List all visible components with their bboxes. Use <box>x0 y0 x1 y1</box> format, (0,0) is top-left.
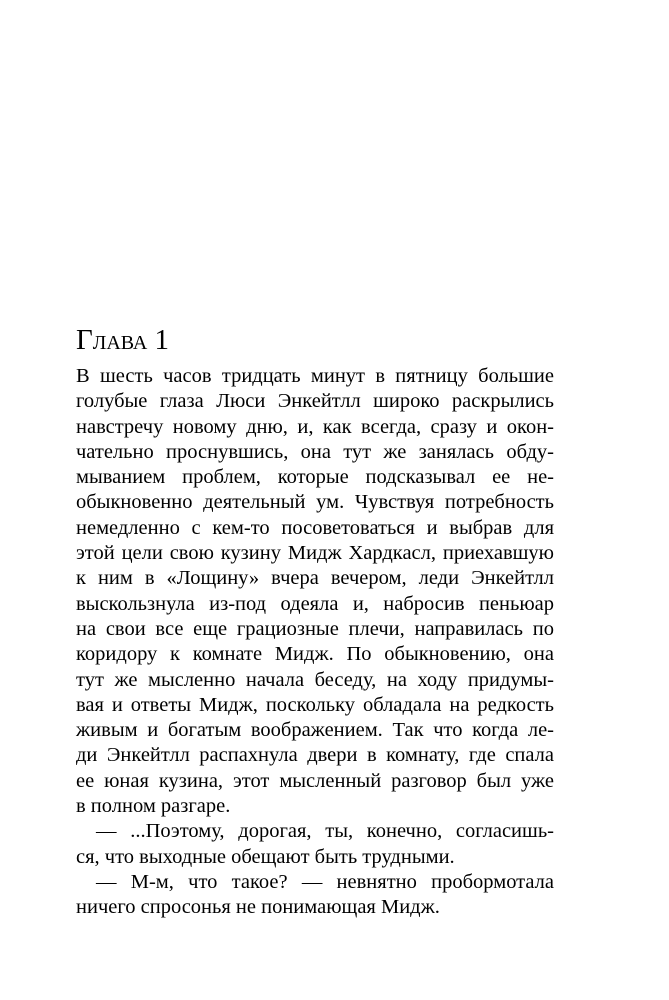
text-line: ничего спросонья не понимающая Мидж. <box>76 896 440 919</box>
text-line: мыванием проблем, которые подсказывал ее не- <box>76 466 554 489</box>
text-line: вая и ответы Мидж, поскольку обладала на редкость <box>76 693 554 716</box>
chapter-body-text <box>76 364 554 921</box>
text-line: — М-м, что такое? — невнятно пробормотала <box>96 870 554 893</box>
text-line: ся, что выходные обещают быть трудными. <box>76 845 455 868</box>
text-line: коридору к комнате Мидж. По обыкновению, она <box>76 643 554 666</box>
text-line: голубые глаза Люси Энкейтлл широко раскрылись <box>76 390 554 413</box>
text-line: немедленно с кем-то посоветоваться и выбрав для <box>76 516 554 539</box>
text-line: тут же мысленно начала беседу, на ходу придумы- <box>76 668 554 691</box>
text-line: к ним в «Лощину» вчера вечером, леди Энкейтлл <box>76 567 554 590</box>
text-line: — ...Поэтому, дорогая, ты, конечно, согласишь- <box>96 820 554 843</box>
text-line: выскользнула из-под одеяла и, набросив пеньюар <box>76 592 554 615</box>
text-line: в полном разгаре. <box>76 795 231 818</box>
text-line: живым и богатым воображением. Так что когда ле- <box>76 719 554 742</box>
text-line: ее юная кузина, этот мысленный разговор был уже <box>76 769 554 792</box>
text-line: обыкновенно деятельный ум. Чувствуя потребность <box>76 491 554 514</box>
text-line: на свои все еще грациозные плечи, направилась по <box>76 617 554 640</box>
text-line: навстречу новому дню, и, как всегда, сразу и окон- <box>76 415 554 438</box>
text-line: ди Энкейтлл распахнула двери в комнату, где спала <box>76 744 554 767</box>
chapter-title: Глава 1 <box>76 324 170 356</box>
text-line: этой цели свою кузину Мидж Хардкасл, приехавшую <box>76 542 554 565</box>
text-line: чательно проснувшись, она тут же занялась обду- <box>76 440 554 463</box>
text-line: В шесть часов тридцать минут в пятницу большие <box>76 365 554 387</box>
